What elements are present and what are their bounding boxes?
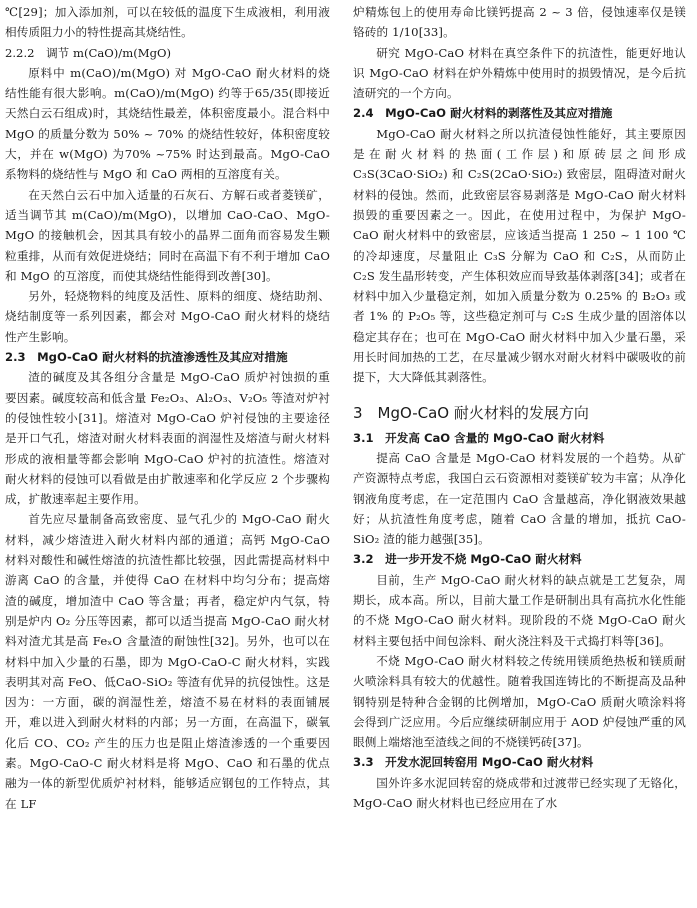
section-heading-3-2: 3.2 进一步开发不烧 MgO-CaO 耐火材料: [353, 552, 582, 567]
right-paragraph-0: 炉精炼包上的使用寿命比镁钙提高 2 ~ 3 倍，侵蚀速率仅是镁铬砖的 1/10[33]。: [353, 5, 686, 40]
section-heading-2-3: 2.3 MgO-CaO 耐火材料的抗渣渗透性及其应对措施: [5, 350, 288, 365]
right-paragraph-5: 不烧 MgO-CaO 耐火材料较之传统用镁质绝热板和镁质耐火喷涂料具有较大的优越性。随着我国连铸比的不断提高及品种钢特别是特种合金钢的比例增加，MgO-CaO 质耐火喷涂料将会得到广泛应用。今后应继续研制应用于 AOD 炉侵蚀严重的风眼侧上端熔池至渣线之间的不烧镁钙砖[37]。: [353, 653, 686, 750]
right-column: [353, 2, 686, 813]
left-paragraph-2: 在天然白云石中加入适量的石灰石、方解石或者菱镁矿，适当调节其 m(CaO)/m(MgO)，以增加 CaO-CaO、MgO-MgO 的接触机会，因其具有较小的晶界二面角而容易发生颗粒重排，从而有效促进烧结；同时在高温下有不利于增加 CaO 和 MgO 的互溶度，而使其烧结性能得到改善[30]。: [5, 187, 330, 283]
left-paragraph-3: 另外，轻烧物料的纯度及活性、原料的细度、烧结助剂、烧结制度等一系列因素，都会对 MgO-CaO 耐火材料的烧结性产生影响。: [5, 289, 330, 344]
right-paragraph-3: 提高 CaO 含量是 MgO-CaO 材料发展的一个趋势。从矿产资源特点考虑，我国白云石资源相对菱镁矿较为丰富；从净化钢液角度考虑，在一定范围内 CaO 含量越高，净化钢液效果越好；从抗渣性角度考虑，随着 CaO 含量的增加，抵抗 CaO-SiO₂ 渣的能力越强[35]。: [353, 450, 686, 547]
right-paragraph-1: 研究 MgO-CaO 材料在真空条件下的抗渣性，能更好地认识 MgO-CaO 材料在炉外精炼中使用时的损毁情况，是今后抗渣研究的一个方向。: [353, 45, 686, 101]
right-paragraph-6: 国外许多水泥回转窑的烧成带和过渡带已经实现了无铬化，MgO-CaO 耐火材料也已经应用在了水: [353, 775, 686, 810]
section-heading-3-3: 3.3 开发水泥回转窑用 MgO-CaO 耐火材料: [353, 755, 594, 770]
section-heading-3: 3 MgO-CaO 耐火材料的发展方向: [353, 403, 589, 422]
right-paragraph-4: 目前，生产 MgO-CaO 耐火材料的缺点就是工艺复杂，周期长，成本高。所以，目前大量工作是研制出具有高抗水化性能的不烧 MgO-CaO 耐火材料。现阶段的不烧 MgO-CaO 耐火材料主要包括中间包涂料、耐火浇注料及干式捣打料等[36]。: [353, 572, 686, 648]
left-paragraph-0: ℃[29]；加入添加剂，可以在较低的温度下生成液相，利用液相传质阻力小的特性提高其烧结性。: [5, 5, 330, 40]
left-column: [5, 2, 330, 814]
section-heading-3-1: 3.1 开发高 CaO 含量的 MgO-CaO 耐火材料: [353, 430, 605, 445]
section-heading-2-4: 2.4 MgO-CaO 耐火材料的剥落性及其应对措施: [353, 106, 613, 121]
left-paragraph-5: 首先应尽量制备高致密度、显气孔少的 MgO-CaO 耐火材料，减少熔渣进入耐火材料内部的通道；高钙 MgO-CaO 材料对酸性和碱性熔渣的抗渣性都比较强，因此需提高材料中游离 CaO 的含量，并使得 CaO 在材料中均匀分布；提高熔渣的碱度，增加渣中 CaO 等含量；再者，稳定炉内气氛，特别是炉内 O₂ 分压等因素，都可以适当提高 MgO-CaO 耐火材料对渣尤其是高 FeₓO 含量渣的耐蚀性[32]。另外，也可以在材料中加入少量的石墨，即为 MgO-CaO-C 耐火材料，实践表明其对高 FeO、低CaO-SiO₂ 等渣有优异的抗侵蚀性。这是因为：一方面，碳的润湿性差，熔渣不易在材料的表面铺展开，难以进入到耐火材料的内部；另一方面，在高温下，碳氧化后 CO、CO₂ 产生的压力也是阻止熔渣渗透的一个重要因素。MgO-CaO-C 耐火材料是将 MgO、CaO 和石墨的优点融为一体的新型优质炉衬材料，能够适应钢包的工作特点，其在 LF: [5, 512, 330, 811]
section-heading-2-2-2: 2.2.2 调节 m(CaO)/m(MgO): [5, 45, 172, 60]
left-paragraph-4: 渣的碱度及其各组分含量是 MgO-CaO 质炉衬蚀损的重要因素。碱度较高和低含量 Fe₂O₃、Al₂O₃、V₂O₅ 等渣对炉衬的侵蚀性较小[31]。熔渣对 MgO-CaO 炉衬侵蚀的主要途径是开口气孔，熔渣对耐火材料表面的润湿性及熔渣与耐火材料形成的液相量等都会影响 MgO-CaO 炉衬的抗渣性。熔渣对耐火材料的侵蚀可以看做是由扩散速率和化学反应 2 个步骤构成，扩散速率起主要作用。: [5, 370, 330, 507]
left-paragraph-1: 原料中 m(CaO)/m(MgO) 对 MgO-CaO 耐火材料的烧结性能有很大影响。m(CaO)/m(MgO) 约等于65/35(即接近天然白云石组成)时，其烧结性最差，体积密度最小。混合料中 MgO 的质量分数为 50% ~ 70% 的烧结性较好，体积密度较大，并在 w(MgO) 为70% ~75% 时达到最高。MgO-CaO 系物料的烧结性与 MgO 和 CaO 两相的互溶度有关。: [5, 65, 330, 182]
right-paragraph-2: MgO-CaO 耐火材料之所以抗渣侵蚀性能好，其主要原因是在耐火材料的热面(工作层)和原砖层之间形成 C₃S(3CaO·SiO₂) 和 C₂S(2CaO·SiO₂) 致密层，阻碍渣对耐火材料的侵蚀。然而，此致密层容易剥落是 MgO-CaO 耐火材料损毁的重要因素之一。因此，在使用过程中，为保护 MgO-CaO 耐火材料中的致密层，应该适当提高 1 250 ~ 1 100 ℃ 的冷却速度，尽量阻止 C₃S 分解为 CaO 和 C₂S，从而防止 C₂S 发生晶形转变，产生体积效应而导致基体剥落[34]；或者在材料中加入少量稳定剂，如加入质量分数为 0.25% 的 B₂O₃ 或者 1% 的 P₂O₅ 等，这些稳定剂可与 C₂S 生成少量的固溶体以稳定其存在；也可在 MgO-CaO 耐火材料中加入少量石墨，采用长时间加热的工艺，在尽量减少钢水对耐火材料中碳吸收的前提下，大大降低其剥落性。: [353, 126, 686, 385]
